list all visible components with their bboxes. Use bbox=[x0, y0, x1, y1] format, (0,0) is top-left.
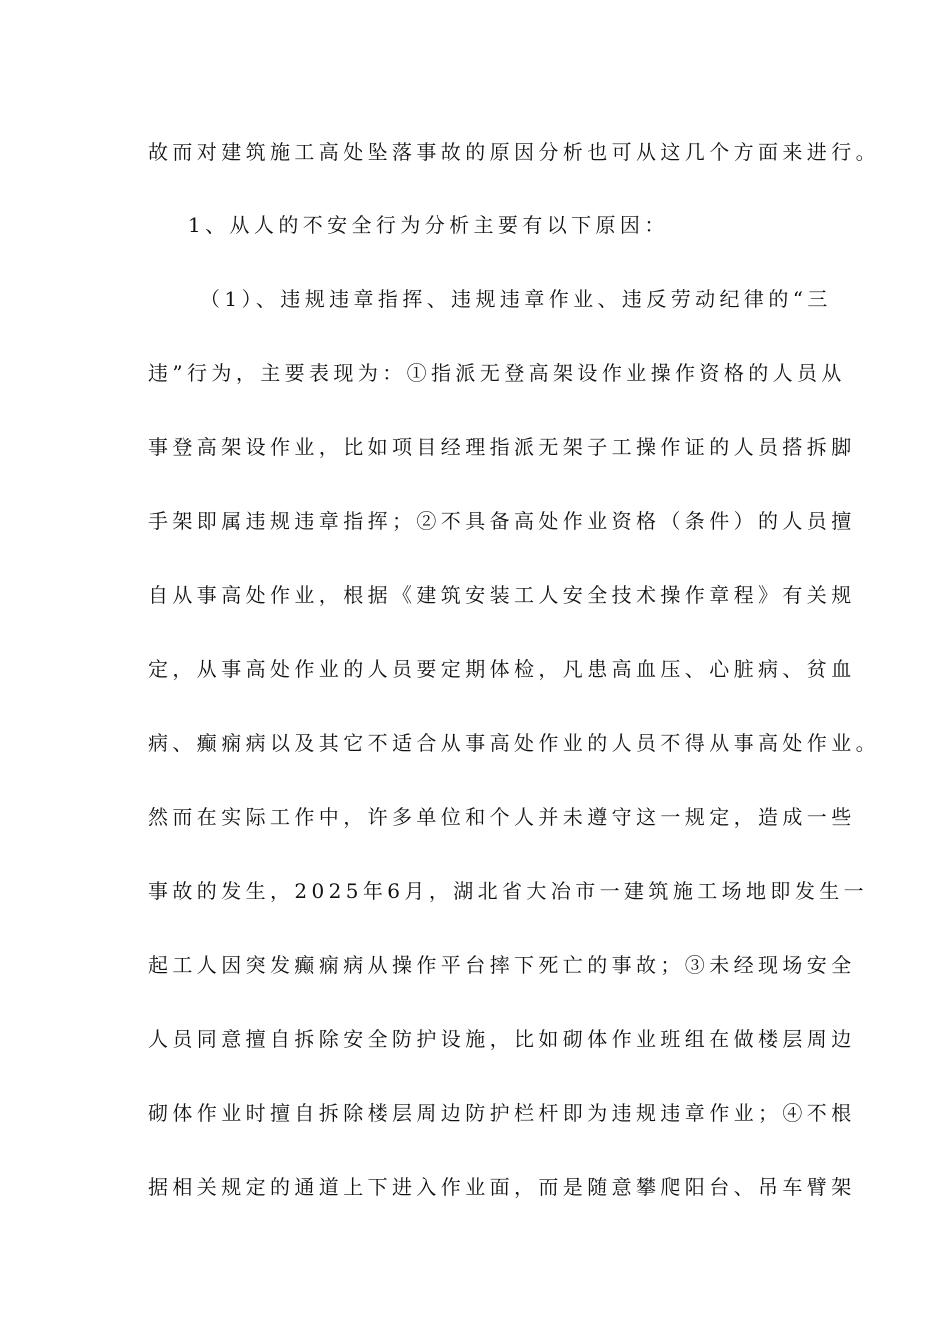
text-line: 事故的发生，2025年6月，湖北省大冶市一建筑施工场地即发生一 bbox=[148, 879, 869, 903]
section-heading: 1、从人的不安全行为分析主要有以下原因： bbox=[188, 213, 669, 237]
text-line: 定，从事高处作业的人员要定期体检，凡患高血压、心脏病、贫血 bbox=[148, 657, 856, 681]
text-line: 人员同意擅自拆除安全防护设施，比如砌体作业班组在做楼层周边 bbox=[148, 1027, 856, 1051]
text-line: 违”行为，主要表现为：①指派无登高架设作业操作资格的人员从 bbox=[148, 361, 846, 385]
text-line: 起工人因突发癫痫病从操作平台摔下死亡的事故；③未经现场安全 bbox=[148, 953, 856, 977]
text-line: 病、癫痫病以及其它不适合从事高处作业的人员不得从事高处作业。 bbox=[148, 731, 880, 755]
text-line: 自从事高处作业，根据《建筑安装工人安全技术操作章程》有关规 bbox=[148, 583, 856, 607]
text-line: 据相关规定的通道上下进入作业面，而是随意攀爬阳台、吊车臂架 bbox=[148, 1175, 856, 1199]
text-line: 故而对建筑施工高处坠落事故的原因分析也可从这几个方面来进行。 bbox=[148, 140, 880, 164]
text-line: 然而在实际工作中，许多单位和个人并未遵守这一规定，造成一些 bbox=[148, 805, 856, 829]
text-line: 砌体作业时擅自拆除楼层周边防护栏杆即为违规违章作业；④不根 bbox=[148, 1101, 856, 1125]
text-line: 手架即属违规违章指挥；②不具备高处作业资格（条件）的人员擅 bbox=[148, 509, 856, 533]
text-line: 事登高架设作业，比如项目经理指派无架子工操作证的人员搭拆脚 bbox=[148, 435, 856, 459]
text-line: （1）、违规违章指挥、违规违章作业、违反劳动纪律的“三 bbox=[200, 287, 832, 311]
